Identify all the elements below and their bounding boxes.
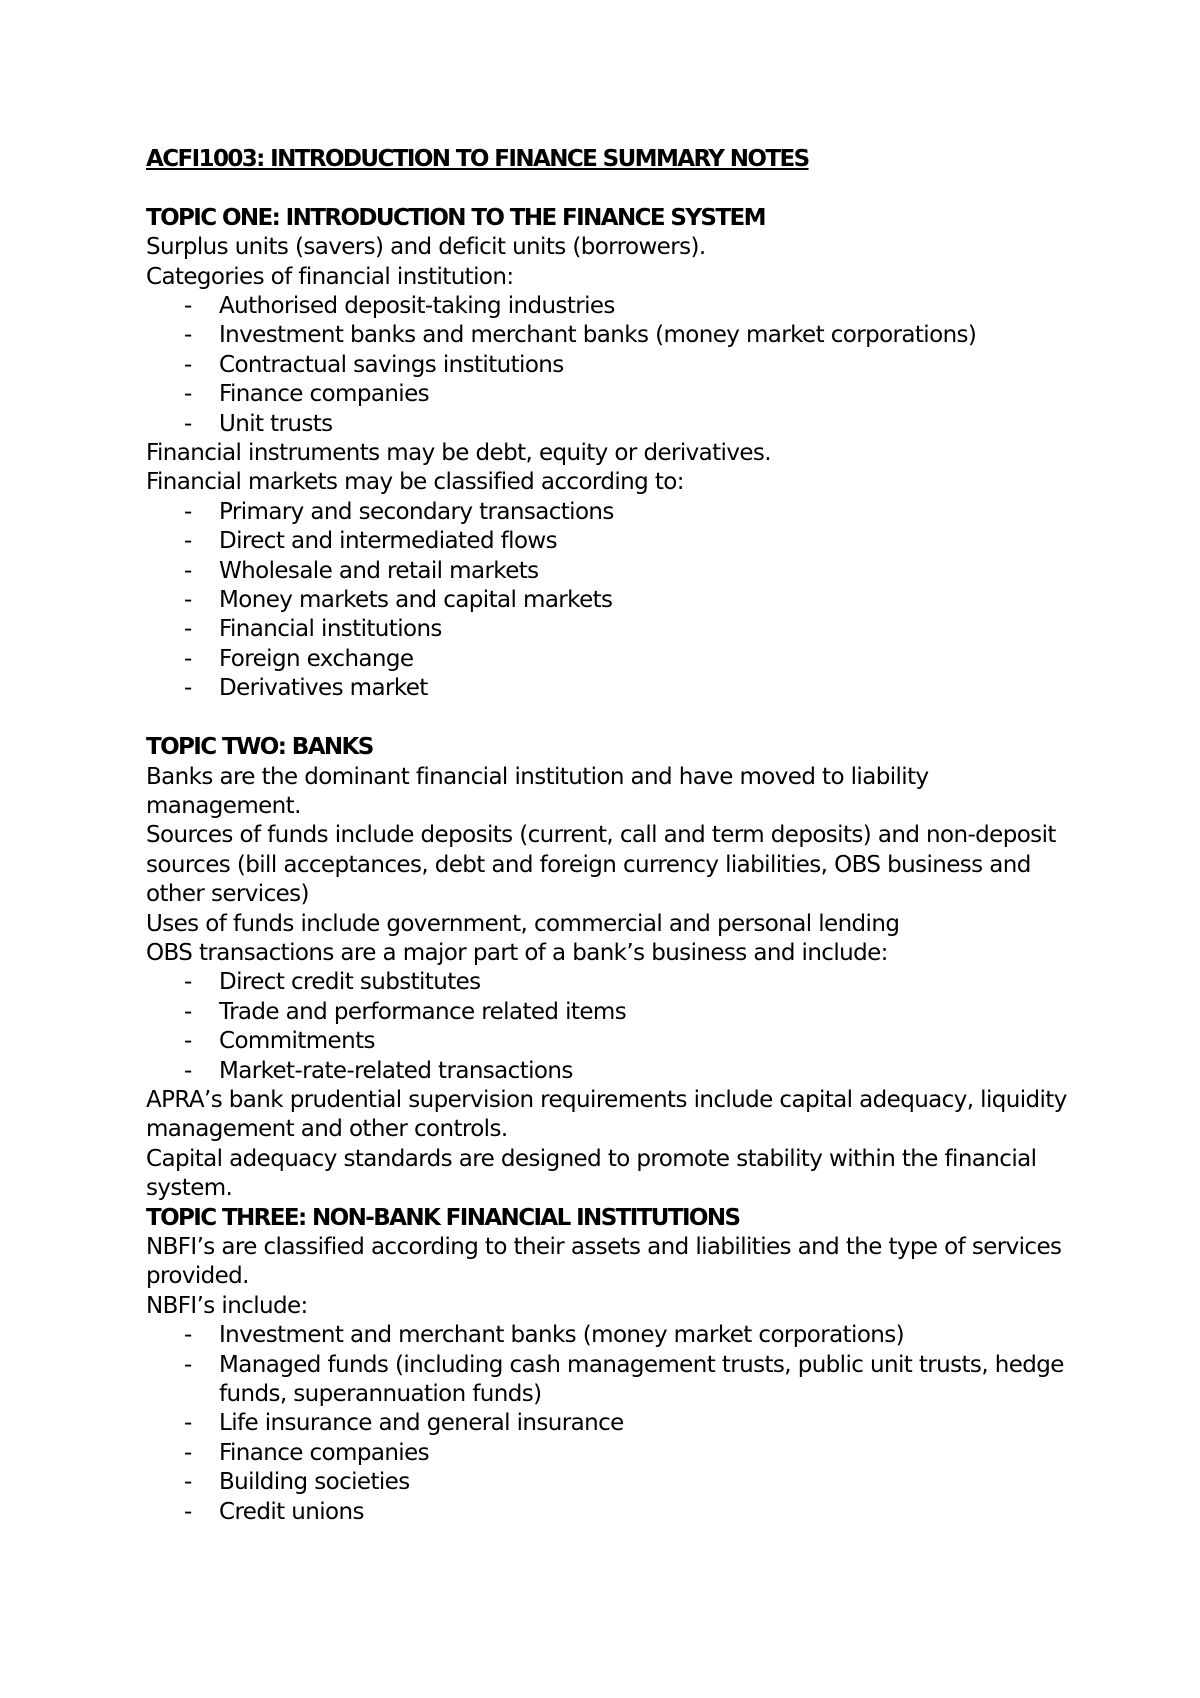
nbfi-items-list xyxy=(146,1321,1076,1527)
document-title: ACFI1003: INTRODUCTION TO FINANCE SUMMARY NOTES xyxy=(146,146,809,172)
list-item: - Derivatives market xyxy=(146,674,1076,703)
topic-two-paragraph: Sources of funds include deposits (current, call and term deposits) and non-deposit sources (bill acceptances, debt and foreign currency liabilities, OBS business and other services) xyxy=(146,822,1056,908)
market-classifications-list xyxy=(146,498,1076,704)
list-item: - Direct and intermediated flows xyxy=(146,527,1076,556)
list-item: - Market-rate-related transactions xyxy=(146,1057,1076,1086)
topic-one-paragraph: Financial instruments may be debt, equity or derivatives. xyxy=(146,440,772,467)
list-item: - Unit trusts xyxy=(146,410,1076,439)
topic-two-paragraph: APRA’s bank prudential supervision requirements include capital adequacy, liquidity management and other controls. xyxy=(146,1086,1067,1143)
list-item: - Investment banks and merchant banks (money market corporations) xyxy=(146,321,1076,350)
topic-three-paragraph: NBFI’s are classified according to their assets and liabilities and the type of services provided. xyxy=(146,1234,1062,1290)
list-item: - Finance companies xyxy=(146,1439,1076,1468)
topic-two-paragraph: Banks are the dominant financial institution and have moved to liability management. xyxy=(146,763,929,819)
obs-items-list xyxy=(146,968,1076,1086)
list-item: - Investment and merchant banks (money market corporations) xyxy=(146,1321,1076,1350)
document-body xyxy=(146,145,1076,1527)
topic-one-paragraph: Surplus units (savers) and deficit units (borrowers). xyxy=(146,234,706,261)
topic-two-heading: TOPIC TWO: BANKS xyxy=(146,734,373,761)
list-item: - Life insurance and general insurance xyxy=(146,1409,1076,1438)
list-item: - Financial institutions xyxy=(146,615,1076,644)
list-item: - Primary and secondary transactions xyxy=(146,498,1076,527)
institution-categories-list xyxy=(146,292,1076,439)
topic-one-heading: TOPIC ONE: INTRODUCTION TO THE FINANCE SYSTEM xyxy=(146,204,765,231)
list-item: - Contractual savings institutions xyxy=(146,351,1076,380)
list-item: - Money markets and capital markets xyxy=(146,586,1076,615)
list-item: - Managed funds (including cash management trusts, public unit trusts, hedge funds, superannuation funds) xyxy=(146,1351,1076,1410)
list-item: - Foreign exchange xyxy=(146,645,1076,674)
topic-three-heading: TOPIC THREE: NON-BANK FINANCIAL INSTITUTIONS xyxy=(146,1204,740,1231)
list-item: - Commitments xyxy=(146,1027,1076,1056)
list-item: - Wholesale and retail markets xyxy=(146,557,1076,586)
list-item: - Direct credit substitutes xyxy=(146,968,1076,997)
list-item: - Trade and performance related items xyxy=(146,998,1076,1027)
list-item: - Building societies xyxy=(146,1468,1076,1497)
list-item: - Authorised deposit-taking industries xyxy=(146,292,1076,321)
topic-three-paragraph: NBFI’s include: xyxy=(146,1292,308,1319)
topic-two-paragraph: OBS transactions are a major part of a bank’s business and include: xyxy=(146,939,888,966)
list-item: - Finance companies xyxy=(146,380,1076,409)
list-item: - Credit unions xyxy=(146,1498,1076,1527)
topic-one-paragraph: Categories of financial institution: xyxy=(146,263,514,290)
topic-one-paragraph: Financial markets may be classified according to: xyxy=(146,469,684,496)
topic-two-paragraph: Capital adequacy standards are designed to promote stability within the financial system. xyxy=(146,1145,1037,1202)
topic-two-paragraph: Uses of funds include government, commercial and personal lending xyxy=(146,910,900,937)
